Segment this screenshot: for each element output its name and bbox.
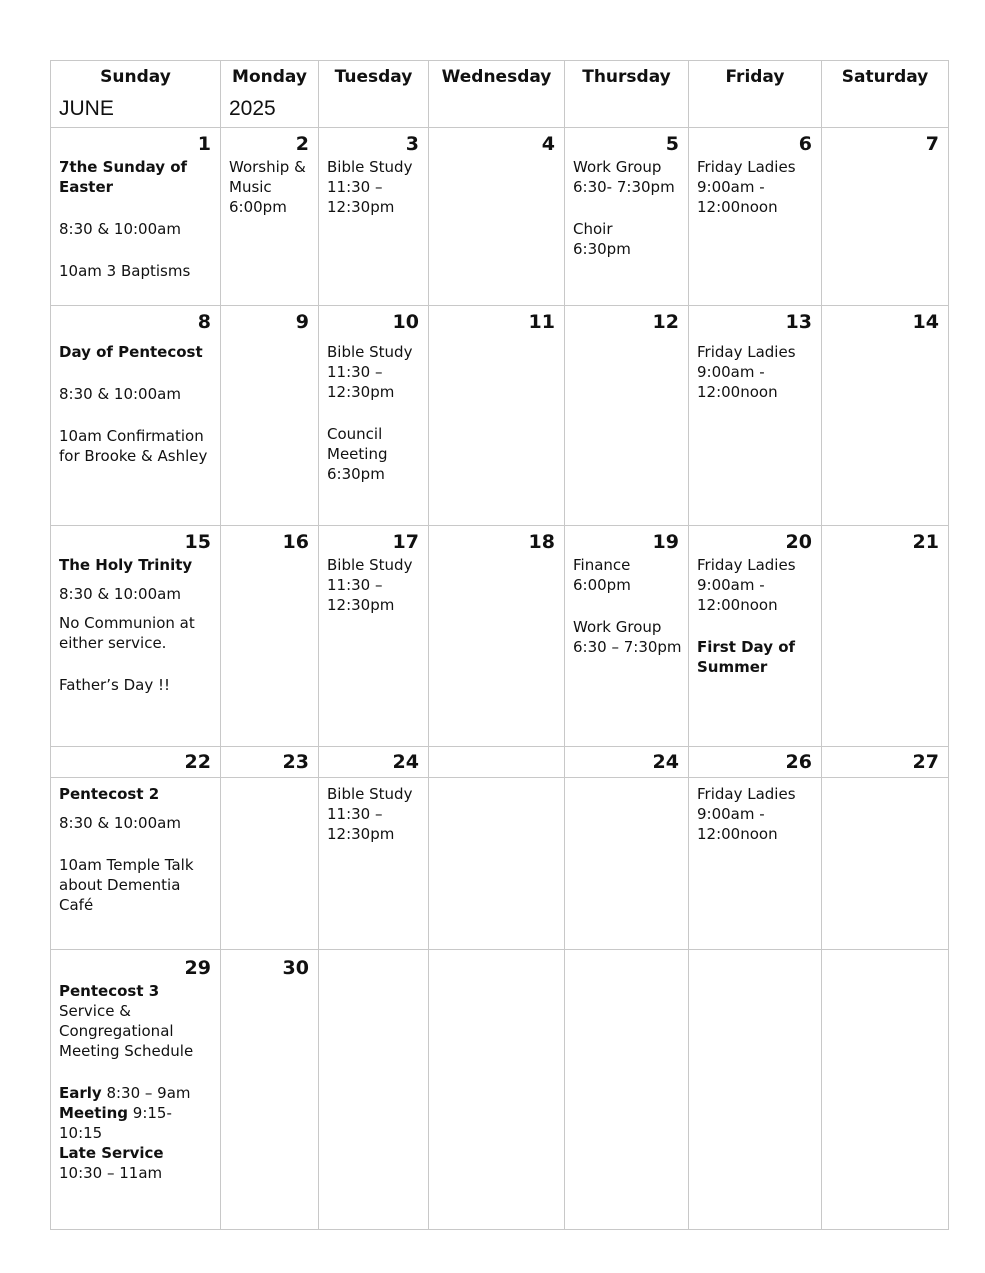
event-title: Pentecost 3 (59, 982, 160, 1000)
header-row (51, 61, 949, 128)
day-cell-29 (51, 950, 221, 1230)
event-text: 6:30pm (573, 240, 631, 258)
day-number: 10 (392, 311, 419, 333)
day-number: 13 (785, 311, 812, 333)
schedule-early (59, 1083, 214, 1103)
day-cell-20 (689, 526, 822, 747)
month-label: JUNE (59, 97, 114, 120)
schedule-meeting-time: 9:15- 10:15 (59, 1104, 172, 1142)
day-cell-3 (319, 128, 429, 306)
day-cell-27-number (822, 747, 949, 778)
day-cell-7 (822, 128, 949, 306)
day-number: 6 (798, 133, 812, 155)
day-cell-23-number (221, 747, 319, 778)
event-title: The Holy Trinity (59, 556, 193, 574)
day-cell-17 (319, 526, 429, 747)
header-day-label: Monday (232, 67, 307, 87)
day-cell-11 (429, 306, 565, 526)
schedule-meeting (59, 1103, 214, 1143)
header-tuesday (319, 61, 429, 128)
event-text: 8:30 & 10:00am (59, 385, 181, 403)
schedule-early-label: Early (59, 1084, 102, 1102)
day-number: 30 (282, 957, 309, 979)
event-text: Friday Ladies (697, 343, 796, 361)
day-number: 1 (197, 133, 211, 155)
day-cell-14 (822, 306, 949, 526)
day-number: 17 (392, 531, 419, 553)
schedule-late-time: 10:30 – 11am (59, 1164, 163, 1182)
day-number (429, 747, 564, 751)
event-text: 11:30 – 12:30pm (327, 576, 395, 614)
event-text: Friday Ladies (697, 158, 796, 176)
day-cell-6 (689, 128, 822, 306)
event-text: Bible Study (327, 343, 413, 361)
event-text: Council (327, 425, 383, 443)
event-text: Bible Study (327, 785, 413, 803)
event-text: Service & Congregational Meeting Schedule (59, 1002, 194, 1060)
event-text: Worship & Music 6:00pm (229, 158, 306, 216)
event-text: 11:30 – 12:30pm (327, 805, 395, 843)
day-cell-25 (429, 778, 565, 950)
day-number: 3 (405, 133, 419, 155)
day-cell-26-number (689, 747, 822, 778)
day-number: 27 (912, 751, 939, 773)
event-text: Friday Ladies (697, 556, 796, 574)
week-row-5 (51, 950, 949, 1230)
day-cell-10 (319, 306, 429, 526)
event-text: 11:30 – 12:30pm (327, 363, 395, 401)
day-cell-30 (221, 950, 319, 1230)
header-day-label: Saturday (841, 67, 929, 87)
empty-cell (319, 950, 429, 1230)
header-day-label: Wednesday (441, 67, 552, 87)
header-day-label: Tuesday (334, 67, 413, 87)
event-text: 8:30 & 10:00am (59, 585, 181, 603)
day-cell-12 (565, 306, 689, 526)
day-cell-5 (565, 128, 689, 306)
event-text: 11:30 – 12:30pm (327, 178, 395, 216)
day-cell-27 (822, 778, 949, 950)
event-text: Father’s Day !! (59, 676, 170, 694)
day-number: 18 (528, 531, 555, 553)
event-text: Meeting 6:30pm (327, 445, 388, 483)
day-cell-23 (221, 778, 319, 950)
empty-cell (689, 950, 822, 1230)
day-cell-22-number (51, 747, 221, 778)
event-text: Work Group (573, 618, 662, 636)
day-cell-8 (51, 306, 221, 526)
header-wednesday (429, 61, 565, 128)
week-row-4 (51, 778, 949, 950)
day-cell-24 (319, 778, 429, 950)
event-text: 6:30- 7:30pm (573, 178, 675, 196)
day-number: 20 (785, 531, 812, 553)
event-text: Bible Study (327, 556, 413, 574)
day-cell-16 (221, 526, 319, 747)
day-cell-25-number (429, 747, 565, 778)
empty-cell (429, 950, 565, 1230)
day-number: 23 (282, 751, 309, 773)
week-row-1 (51, 128, 949, 306)
event-title: Pentecost 2 (59, 785, 160, 803)
event-text: 8:30 & 10:00am (59, 220, 181, 238)
day-cell-13 (689, 306, 822, 526)
event-text: 10am Confirmation for Brooke & Ashley (59, 427, 208, 465)
event-text: 9:00am - 12:00noon (697, 363, 778, 401)
day-cell-24b (565, 778, 689, 950)
event-text: 8:30 & 10:00am (59, 814, 181, 832)
schedule-meeting-label: Meeting (59, 1104, 129, 1122)
header-day-label: Sunday (100, 67, 171, 87)
week-row-4-numbers (51, 747, 949, 778)
day-cell-15 (51, 526, 221, 747)
day-number: 2 (295, 133, 309, 155)
event-text: No Communion at either service. (59, 614, 195, 652)
day-number: 7 (925, 133, 939, 155)
event-text: Choir (573, 220, 613, 238)
week-row-2 (51, 306, 949, 526)
day-cell-19 (565, 526, 689, 747)
day-number: 24 (392, 751, 419, 773)
header-sunday (51, 61, 221, 128)
schedule-late-label: Late Service (59, 1144, 164, 1162)
day-number: 8 (197, 311, 211, 333)
header-thursday (565, 61, 689, 128)
day-number: 11 (528, 311, 555, 333)
year-label: 2025 (229, 97, 276, 120)
day-number: 21 (912, 531, 939, 553)
empty-cell (822, 950, 949, 1230)
day-cell-26 (689, 778, 822, 950)
day-cell-2 (221, 128, 319, 306)
header-day-label: Thursday (582, 67, 671, 87)
event-title: Day of Pentecost (59, 343, 203, 361)
event-text: 9:00am - 12:00noon (697, 805, 778, 843)
day-number: 4 (541, 133, 555, 155)
day-cell-21 (822, 526, 949, 747)
day-cell-18 (429, 526, 565, 747)
day-cell-22 (51, 778, 221, 950)
event-text: Friday Ladies (697, 785, 796, 803)
header-saturday (822, 61, 949, 128)
event-title: 7the Sunday of Easter (59, 158, 188, 196)
day-number: 5 (665, 133, 679, 155)
day-number: 9 (295, 311, 309, 333)
event-text: Finance 6:00pm (573, 556, 631, 594)
header-day-label: Friday (725, 67, 785, 87)
day-cell-1 (51, 128, 221, 306)
event-text: 10am Temple Talk about Dementia Café (59, 856, 194, 914)
header-friday (689, 61, 822, 128)
day-cell-24b-number (565, 747, 689, 778)
day-number: 14 (912, 311, 939, 333)
day-number: 12 (652, 311, 679, 333)
event-title: First Day of Summer (697, 638, 796, 676)
day-number: 22 (184, 751, 211, 773)
empty-cell (565, 950, 689, 1230)
day-number: 19 (652, 531, 679, 553)
header-monday (221, 61, 319, 128)
event-text: Work Group (573, 158, 662, 176)
event-text: 9:00am - 12:00noon (697, 178, 778, 216)
event-text: 10am 3 Baptisms (59, 262, 191, 280)
day-number: 29 (184, 957, 211, 979)
day-number: 16 (282, 531, 309, 553)
schedule-early-time: 8:30 – 9am (101, 1084, 191, 1102)
event-text: 6:30 – 7:30pm (573, 638, 682, 656)
day-cell-9 (221, 306, 319, 526)
week-row-3 (51, 526, 949, 747)
day-number: 15 (184, 531, 211, 553)
day-cell-24-number (319, 747, 429, 778)
event-text: 9:00am - 12:00noon (697, 576, 778, 614)
day-cell-4 (429, 128, 565, 306)
day-number: 26 (785, 751, 812, 773)
day-number: 24 (652, 751, 679, 773)
event-text: Bible Study (327, 158, 413, 176)
june-calendar (50, 60, 949, 1230)
